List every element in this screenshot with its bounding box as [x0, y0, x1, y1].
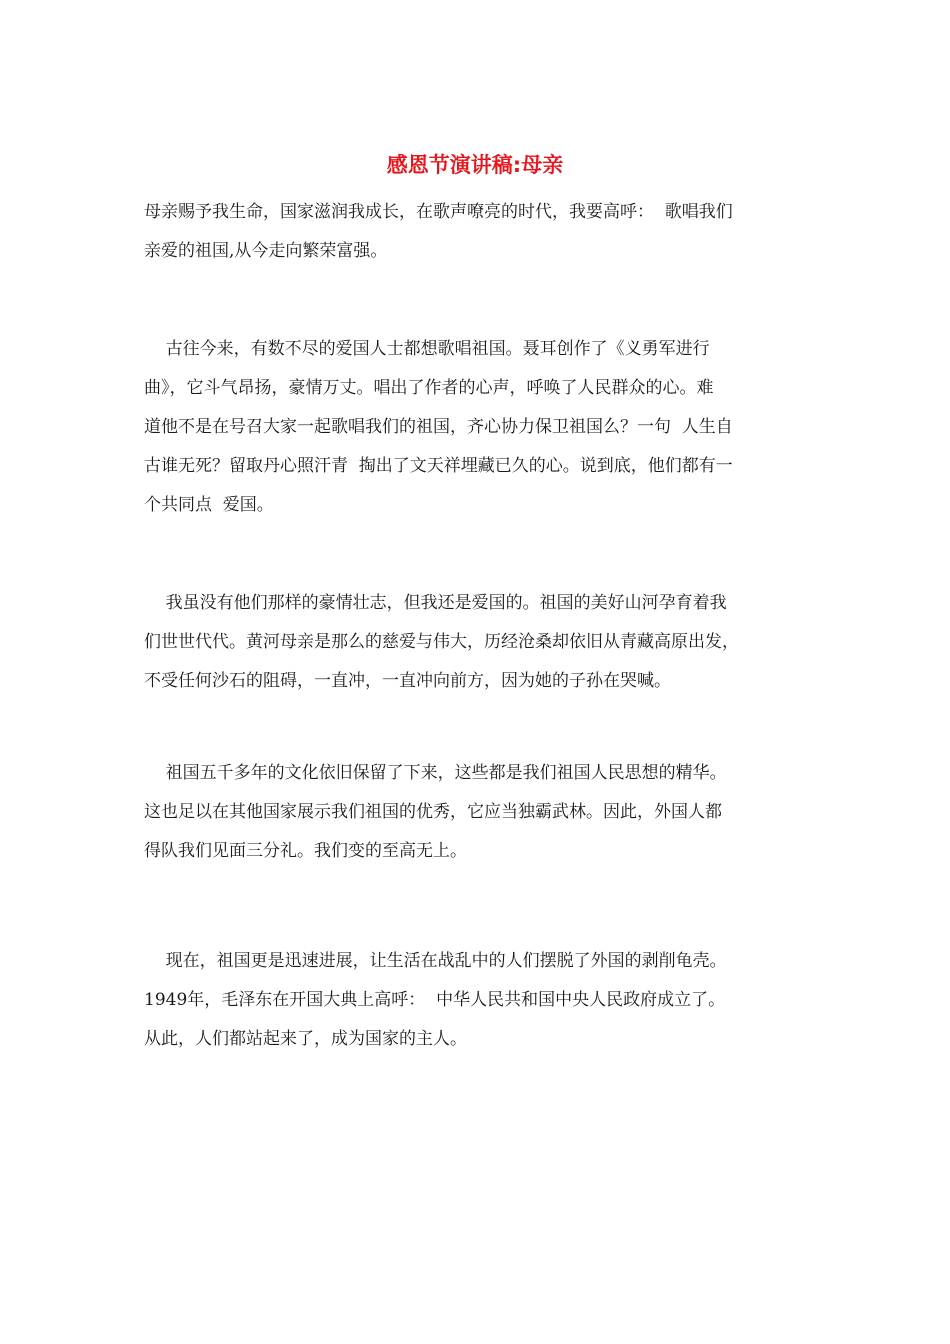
text-line: 从此，人们都站起来了，成为国家的主人。: [144, 1029, 467, 1049]
text-line: 母亲赐予我生命，国家滋润我成长，在歌声嘹亮的时代，我要高呼： 歌唱我们: [144, 202, 733, 222]
paragraph-2: [144, 330, 812, 525]
text-line: 现在，祖国更是迅速进展，让生活在战乱中的人们摆脱了外国的剥削龟壳。: [144, 951, 727, 971]
text-line: 祖国五千多年的文化依旧保留了下来，这些都是我们祖国人民思想的精华。: [144, 763, 727, 783]
text-line: 这也足以在其他国家展示我们祖国的优秀，它应当独霸武林。因此，外国人都: [144, 802, 722, 822]
text-line: 个共同点 爱国。: [144, 495, 274, 515]
text-line: 古往今来，有数不尽的爱国人士都想歌唱祖国。聂耳创作了《义勇军进行: [144, 339, 710, 359]
text-line: 曲》，它斗气昂扬，豪情万丈。唱出了作者的心声，呼唤了人民群众的心。难: [144, 378, 714, 398]
paragraph-1: [144, 193, 812, 271]
text-line: 亲爱的祖国,从今走向繁荣富强。: [144, 241, 388, 261]
text-line: 道他不是在号召大家一起歌唱我们的祖国，齐心协力保卫祖国么？一句 人生自: [144, 417, 733, 437]
text-line: 古谁无死？留取丹心照汗青 掏出了文天祥埋藏已久的心。说到底，他们都有一: [144, 456, 733, 476]
text-line: 得队我们见面三分礼。我们变的至高无上。: [144, 841, 467, 861]
text-line: 1949年，毛泽东在开国大典上高呼： 中华人民共和国中央人民政府成立了。: [144, 990, 726, 1010]
text-line: 们世世代代。黄河母亲是那么的慈爱与伟大，历经沧桑却依旧从青藏高原出发，: [144, 632, 739, 652]
paragraph-3: [144, 584, 812, 701]
paragraph-5: [144, 942, 812, 1059]
text-line: 不受任何沙石的阻碍，一直冲，一直冲向前方，因为她的子孙在哭喊。: [144, 671, 671, 691]
text-line: 我虽没有他们那样的豪情壮志，但我还是爱国的。祖国的美好山河孕育着我: [144, 593, 727, 613]
document-title: 感恩节演讲稿:母亲: [386, 153, 564, 177]
paragraph-4: [144, 754, 812, 871]
